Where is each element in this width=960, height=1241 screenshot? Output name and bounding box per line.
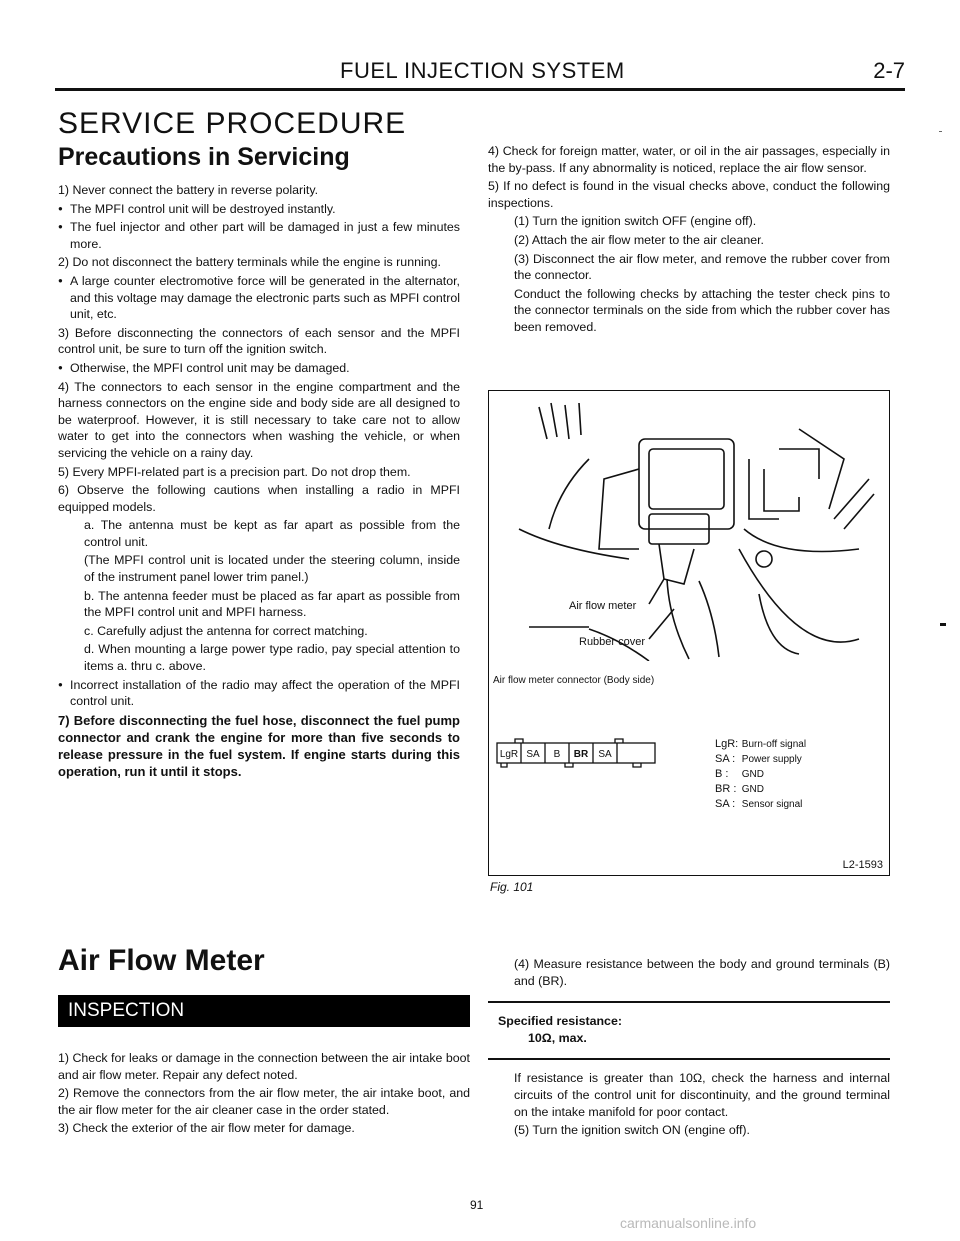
figure-box — [488, 390, 890, 876]
header-title: FUEL INJECTION SYSTEM — [340, 58, 625, 83]
figure-code: L2-1593 — [842, 859, 883, 871]
header-page-code: 2-7 — [873, 58, 905, 83]
legend-row: BR : GND — [715, 783, 765, 795]
substep-4: (4) Measure resistance between the body and ground terminals (B) and (BR). — [514, 957, 890, 988]
spec-label: Specified resistance: — [498, 1014, 622, 1029]
watermark: carmanualsonline.info — [620, 1215, 757, 1231]
label-air-flow-meter: Air flow meter — [569, 600, 637, 612]
precaution-7: 7) Before disconnecting the fuel hose, disconnect the fuel pump connector and crank the engine for more than five seconds to release pressure in the fuel system. If engine starts during this operation, run it until it stops. — [58, 712, 460, 779]
subsection-title: Precautions in Servicing — [58, 143, 350, 171]
precaution-1: 1) Never connect the battery in reverse polarity. — [58, 183, 319, 197]
legend-row: LgR: Burn-off signal — [715, 738, 807, 750]
precaution-4: 4) The connectors to each sensor in the engine compartment and the harness connectors on the engine side and body side are all designed to be waterproof. However, it is still necessary to take care not to allow water to get into the connectors when washing the vehicle, or when servicing the vehicle on a rainy day. — [58, 379, 460, 460]
substep-2: (2) Attach the air flow meter to the air cleaner. — [514, 232, 764, 247]
precaution-2: 2) Do not disconnect the battery terminals while the engine is running. — [58, 255, 441, 270]
page-number: 91 — [470, 1198, 484, 1212]
header-rule — [55, 88, 905, 91]
margin-tick — [939, 131, 942, 132]
precaution-6b: b. The antenna feeder must be placed as far apart as possible from the MPFI control unit and MPFI harness. — [84, 588, 460, 620]
air-flow-meter-text — [58, 1050, 470, 1139]
substep-1: (1) Turn the ignition switch OFF (engine off). — [514, 214, 757, 229]
substep-3: (3) Disconnect the air flow meter, and remove the rubber cover from the connector. — [514, 251, 890, 283]
page-header — [55, 58, 905, 92]
bullet-1: ● The MPFI control unit will be destroyed instantly. — [58, 201, 460, 218]
right-column — [488, 143, 890, 338]
bullet-2: ● The fuel injector and other part will be damaged in just a few minutes more. — [58, 219, 460, 252]
inspection-step-3: 3) Check the exterior of the air flow meter for damage. — [58, 1121, 355, 1136]
precaution-6c: c. Carefully adjust the antenna for correct matching. — [84, 623, 368, 638]
bullet-3: ● A large counter electromotive force will be generated in the alternator, and this voltage may damage the electronic parts such as MPFI control unit, etc. — [58, 273, 460, 323]
substep-5: (5) Turn the ignition switch ON (engine off). — [514, 1123, 750, 1138]
air-flow-meter-illustration — [499, 399, 879, 661]
bullet-4: ● Otherwise, the MPFI control unit may be damaged. — [58, 360, 460, 377]
spec-value: 10Ω, max. — [528, 1030, 587, 1045]
pin-3: B — [553, 749, 561, 760]
precaution-3: 3) Before disconnecting the connectors of each sensor and the MPFI control unit, be sure to turn off the ignition switch. — [58, 325, 460, 357]
pin-5: SA — [598, 749, 612, 760]
label-rubber-cover: Rubber cover — [579, 636, 646, 648]
substep-3-note: Conduct the following checks by attaching the tester check pins to the connector terminals on the side from which the rubber cover has been removed. — [514, 286, 890, 334]
right-bottom-column — [488, 956, 890, 1141]
inspection-step-1: 1) Check for leaks or damage in the connection between the air intake boot and air flow meter. Repair any defect noted. — [58, 1051, 470, 1082]
spec-rule-bottom — [488, 1058, 890, 1060]
precaution-6a: a. The antenna must be kept as far apart as possible from the control unit. — [84, 518, 460, 549]
precaution-6d: d. When mounting a large power type radio, pay special attention to items a. thru c. above. — [84, 642, 460, 674]
connector-caption: Air flow meter connector (Body side) — [493, 675, 655, 686]
connector-diagram — [495, 737, 665, 771]
pin-1: LgR — [499, 749, 519, 760]
step-4: 4) Check for foreign matter, water, or oil in the air passages, especially in the by-pass. If any abnormality is noticed, replace the air flow sensor. — [488, 144, 890, 175]
inspection-bar: INSPECTION — [58, 995, 470, 1027]
step-5: 5) If no defect is found in the visual checks above, conduct the following inspections. — [488, 179, 890, 210]
resistance-note: If resistance is greater than 10Ω, check the harness and internal circuits of the control unit for discontinuity, and the ground terminal on the intake manifold for poor contact. — [514, 1071, 890, 1119]
air-flow-meter-title: Air Flow Meter — [58, 944, 265, 977]
precaution-6: 6) Observe the following cautions when installing a radio in MPFI equipped models. — [58, 483, 460, 514]
spec-rule-top — [488, 1001, 890, 1003]
pin-legend — [715, 737, 806, 812]
left-column — [58, 108, 460, 782]
bullet-5: ● Incorrect installation of the radio may affect the operation of the MPFI control unit. — [58, 677, 460, 710]
figure-label: Fig. 101 — [490, 880, 534, 894]
pin-4: BR — [573, 749, 589, 760]
legend-row: SA : Sensor signal — [715, 798, 803, 810]
margin-mark — [940, 623, 946, 626]
legend-row: SA : Power supply — [715, 753, 802, 765]
precaution-5: 5) Every MPFI-related part is a precision part. Do not drop them. — [58, 464, 411, 479]
inspection-step-2: 2) Remove the connectors from the air flow meter, the air intake boot, and the air flow meter for the air cleaner case in the order stated. — [58, 1086, 470, 1117]
pin-2: SA — [526, 749, 540, 760]
legend-row: B : GND — [715, 768, 765, 780]
section-title: SERVICE PROCEDURE — [58, 107, 407, 140]
precaution-6a-note: (The MPFI control unit is located under the steering column, inside of the instrument panel lower trim panel.) — [84, 553, 460, 585]
